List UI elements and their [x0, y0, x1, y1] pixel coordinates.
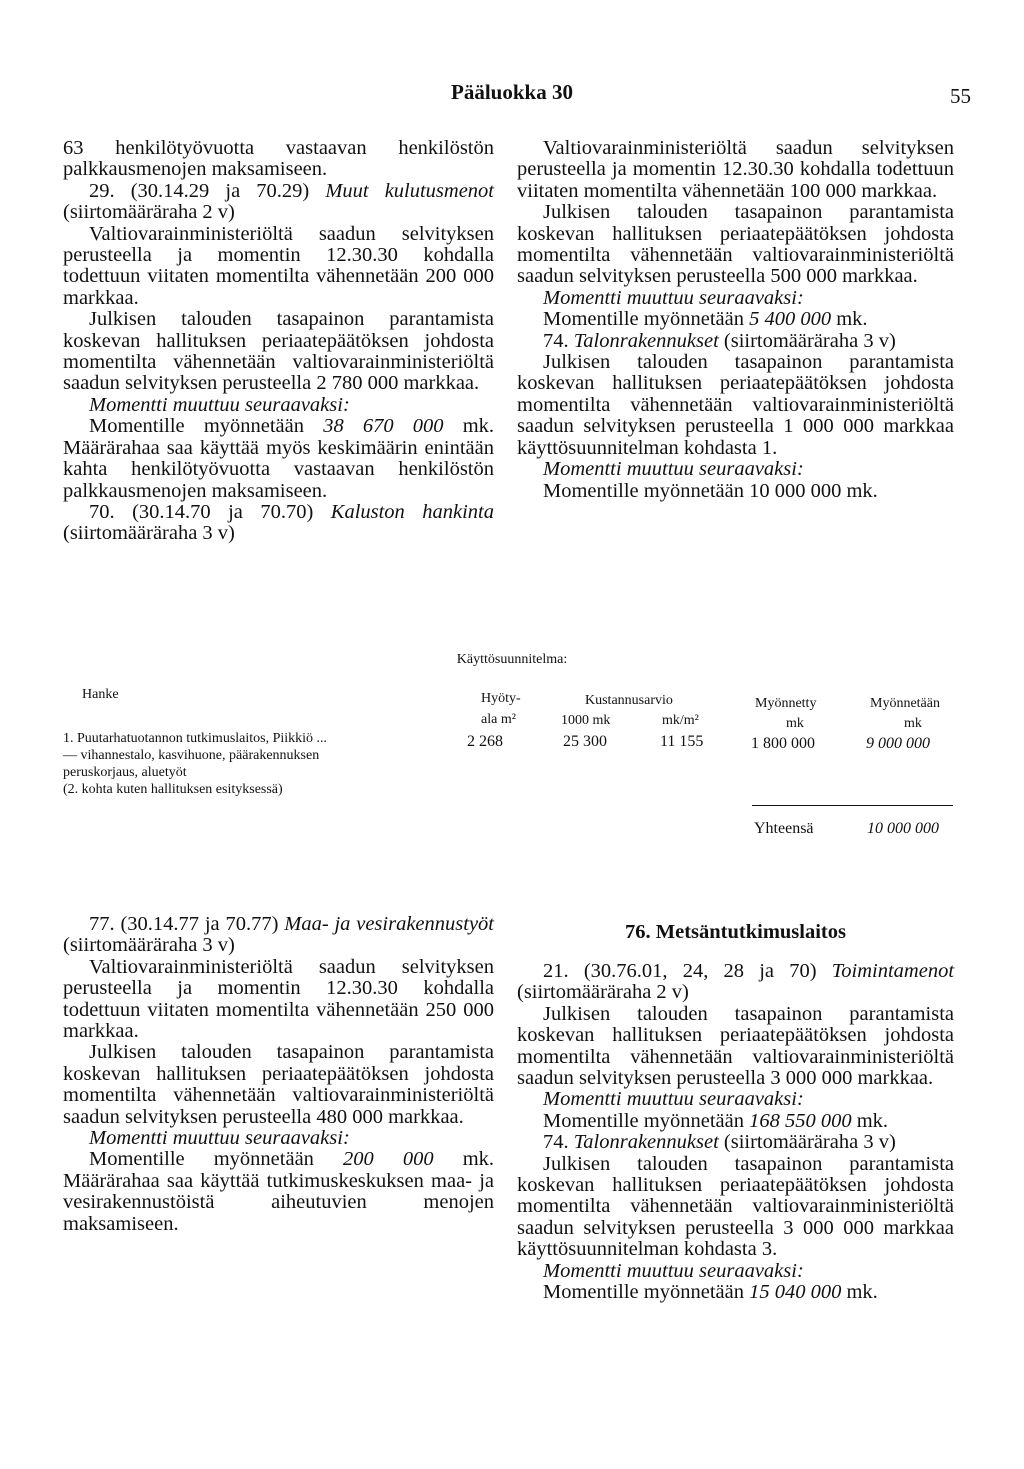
item-heading: 29. (30.14.29 ja 70.29) Muut kulutusmenot (siirtomääräraha 2 v)	[63, 179, 495, 224]
section-heading: 76. Metsäntutkimuslaitos	[625, 921, 846, 943]
momentti-label: Momentti muuttuu seuraavaksi:	[89, 393, 350, 416]
row-name-line: (2. kohta kuten hallituksen esityksessä)	[63, 782, 283, 797]
col-header-myonnetaan: Myönnetään	[870, 696, 940, 711]
item-heading: 70. (30.14.70 ja 70.70) Kaluston hankinta (siirtomääräraha 3 v)	[63, 500, 494, 545]
momentti-label: Momentti muuttuu seuraavaksi:	[543, 1088, 804, 1111]
cell-cost-thousands: 25 300	[563, 733, 607, 750]
cell-granted: 1 800 000	[751, 735, 815, 752]
paragraph: Valtiovarainministeriöltä saadun selvityksen perusteella ja momentin 12.30.30 kohdalla todettuun viitaten momentilta vähennetään 200 000 markkaa.	[63, 222, 494, 309]
paragraph: 63 henkilötyövuotta vastaavan henkilöstön palkkausmenojen maksamiseen.	[63, 137, 494, 181]
momentti-label: Momentti muuttuu seuraavaksi:	[89, 1127, 350, 1150]
paragraph: Julkisen talouden tasapainon parantamista koskevan hallituksen periaatepäätöksen johdosta momentilta vähennetään valtiovarainministeriöltä saadun selvityksen perusteella 1 000 000 markkaa käyttösuunnitelman kohdasta 1.	[517, 351, 954, 459]
col-header-hanke: Hanke	[82, 687, 119, 702]
right-column-top	[517, 138, 954, 502]
momentti-label: Momentti muuttuu seuraavaksi:	[543, 1259, 804, 1282]
paragraph: Julkisen talouden tasapainon parantamista koskevan hallituksen periaatepäätöksen johdosta momentilta vähennetään valtiovarainministeriöltä saadun selvityksen perusteella 480 000 markkaa.	[63, 1041, 494, 1128]
cell-area: 2 268	[467, 733, 503, 750]
col-header-kust-per-m2: mk/m²	[662, 713, 699, 728]
col-header-myonnetaan-unit: mk	[904, 716, 922, 731]
momentti-label: Momentti muuttuu seuraavaksi:	[543, 286, 804, 309]
paragraph: Julkisen talouden tasapainon parantamista koskevan hallituksen periaatepäätöksen johdosta momentilta vähennetään valtiovarainministeriöltä saadun selvityksen perusteella 3 000 000 markkaa käyttösuunnitelman kohdasta 3.	[517, 1152, 954, 1261]
row-name-line: 1. Puutarhatuotannon tutkimuslaitos, Piikkiö ...	[63, 731, 328, 746]
col-header-hyoty-unit: ala m²	[481, 712, 516, 727]
paragraph: Momentille myönnetään 200 000 mk. Määrärahaa saa käyttää tutkimuskeskuksen maa- ja vesirakennustöistä aiheutuvien menojen maksamiseen.	[63, 1148, 495, 1235]
cell-cost-per-m2: 11 155	[660, 733, 704, 750]
paragraph: Julkisen talouden tasapainon parantamista koskevan hallituksen periaatepäätöksen johdosta momentilta vähennetään valtiovarainministeriöltä saadun selvityksen perusteella 3 000 000 markkaa.	[517, 1002, 954, 1090]
item-heading: 74. Talonrakennukset (siirtomääräraha 3 v)	[543, 1131, 896, 1154]
page-header-title: Pääluokka 30	[451, 80, 573, 104]
paragraph: Julkisen talouden tasapainon parantamista koskevan hallituksen periaatepäätöksen johdosta momentilta vähennetään valtiovarainministeriöltä saadun selvityksen perusteella 2 780 000 markkaa.	[63, 308, 494, 395]
left-column-bottom	[63, 914, 494, 1235]
paragraph: Momentille myönnetään 15 040 000 mk.	[543, 1281, 878, 1304]
plan-title: Käyttösuunnitelma:	[456, 652, 568, 667]
item-heading: 77. (30.14.77 ja 70.77) Maa- ja vesirakennustyöt (siirtomääräraha 3 v)	[63, 913, 495, 957]
col-header-hyoty: Hyöty-	[481, 691, 521, 706]
paragraph: Momentille myönnetään 10 000 000 mk.	[543, 479, 878, 502]
left-column-top	[63, 138, 494, 545]
paragraph: Valtiovarainministeriöltä saadun selvityksen perusteella ja momentin 12.30.30 kohdalla todettuun viitaten momentilta vähennetään 100 000 markkaa.	[517, 137, 954, 202]
paragraph: Momentille myönnetään 38 670 000 mk. Määrärahaa saa käyttää myös keskimäärin enintään kahta henkilötyövuotta vastaavan henkilöstön palkkausmenojen maksamiseen.	[63, 415, 495, 502]
cell-to-grant: 9 000 000	[866, 735, 930, 752]
col-header-myonnetty-unit: mk	[786, 716, 804, 731]
total-label: Yhteensä	[754, 820, 814, 837]
right-column-bottom	[517, 961, 954, 1304]
item-heading: 74. Talonrakennukset (siirtomääräraha 3 v)	[543, 329, 896, 352]
row-name-line: peruskorjaus, aluetyöt	[63, 765, 187, 780]
col-header-kust-thousands: 1000 mk	[561, 713, 611, 728]
table-row	[63, 730, 463, 798]
paragraph: Julkisen talouden tasapainon parantamista koskevan hallituksen periaatepäätöksen johdosta momentilta vähennetään valtiovarainministeriöltä saadun selvityksen perusteella 500 000 markkaa.	[517, 201, 954, 288]
total-divider	[752, 805, 953, 806]
paragraph: Momentille myönnetään 168 550 000 mk.	[543, 1109, 889, 1132]
paragraph: Valtiovarainministeriöltä saadun selvityksen perusteella ja momentin 12.30.30 kohdalla todettuun viitaten momentilta vähennetään 250 000 markkaa.	[63, 955, 494, 1043]
page-number: 55	[950, 84, 971, 108]
total-value: 10 000 000	[867, 820, 939, 837]
col-header-kustannusarvio: Kustannusarvio	[585, 693, 673, 708]
item-heading: 21. (30.76.01, 24, 28 ja 70) Toimintamenot (siirtomääräraha 2 v)	[517, 960, 955, 1004]
col-header-myonnetty: Myönnetty	[755, 696, 817, 711]
row-name-line: — vihannestalo, kasvihuone, päärakennuksen	[63, 748, 320, 763]
momentti-label: Momentti muuttuu seuraavaksi:	[543, 458, 804, 481]
paragraph: Momentille myönnetään 5 400 000 mk.	[543, 308, 868, 331]
